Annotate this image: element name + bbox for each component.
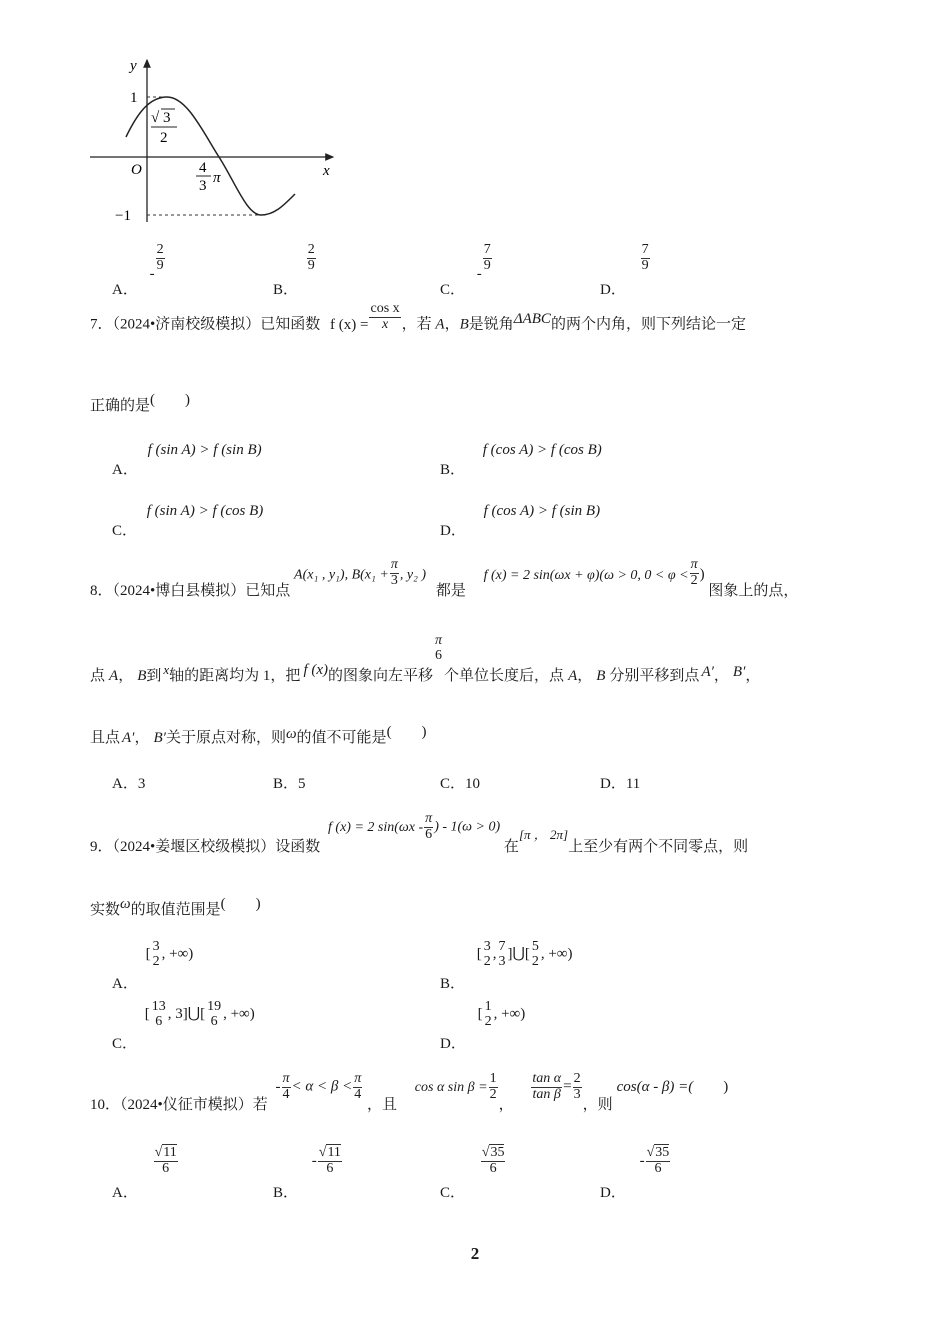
q6-option-b[interactable]: B． $\frac{2}{9}$ <box>273 242 315 298</box>
q10-option-c[interactable]: C． $\frac{√35}{6}$ <box>440 1145 505 1201</box>
q8-option-d[interactable]: D．11 <box>600 776 641 792</box>
y-neg-one-label: −1 <box>115 208 131 224</box>
q7-option-b[interactable]: B． f (cos A) > f (cos B) <box>440 442 602 478</box>
q9-option-a[interactable]: A． [ 3 2 , +∞) <box>112 939 194 993</box>
y-one-label: 1 <box>130 90 138 106</box>
origin-label: O <box>131 162 142 178</box>
q7-stem-line2: 正确的是( ) <box>90 392 191 414</box>
q7-option-d[interactable]: D． f (cos A) > f (sin B) <box>440 503 601 539</box>
q9-stem: 9．（2024•姜堰区校级模拟）设函数 f (x) = 2 sin(ωx - $\frac{\pi}{6}$ ) - 1(ω > 0) 在[π ， 2π]上至少有两个不同零点，则 <box>90 811 749 855</box>
q8-option-c[interactable]: C．10 <box>440 776 481 792</box>
q8-stem-line3: 且点 A′， B′关于原点对称，则ω的值不可能是( ) <box>90 724 427 746</box>
q10-stem: 10．（2024•仪征市模拟）若 - $\frac{\pi}{4}$ < α < β < $\frac{\pi}{4}$ ，且 cos α sin β = $\frac{1}{2}$ ， $\frac{\text{tan α}}{\text{tan β}}$ = $\frac{2}{3}$ ，则cos(α - β) =( ) <box>90 1071 729 1113</box>
sqrt3-den: 2 <box>160 130 168 146</box>
x-mark-num: 4 <box>199 160 207 176</box>
q9-option-d[interactable]: D． [ 1 2 , +∞) <box>440 999 526 1053</box>
q8-option-b[interactable]: B．5 <box>273 776 306 792</box>
page-number: 2 <box>470 1244 480 1263</box>
svg-text:√: √ <box>151 110 160 126</box>
q8-stem-line2: 点 A， B到 x轴的距离均为 1，把 f (x)的图象向左平移 π 6 个单位长度后，点 A， B 分别平移到点 A′， B′， <box>90 633 761 685</box>
sine-graph <box>85 52 345 232</box>
q9-option-b[interactable]: B． [ 3 2 , 7 3 ]⋃[ 5 2 , +∞) <box>440 939 573 993</box>
q6-option-c[interactable]: C． - $\frac{7}{9}$ <box>440 242 491 298</box>
q8-stem: 8．（2024•博白县模拟）已知点 A(x₁ , y₁), B(x₁ + $\frac{\pi}{3}$ , y₂ ) 都是 f (x) = 2 sin(ωx + φ)(ω > 0, 0 < φ < $\frac{\pi}{2}$ ) 图象上的点， <box>90 557 799 599</box>
q7-option-c[interactable]: C． f (sin A) > f (cos B) <box>112 503 264 539</box>
q7-stem: 7．（2024•济南校级模拟）已知函数 f (x) = $\frac{\text{cos x}}{x}$ ，若 A，B是锐角ΔABC的两个内角，则下列结论一定 <box>90 301 746 333</box>
x-mark-pi: π <box>213 170 221 186</box>
sqrt3-num: 3 <box>163 110 171 126</box>
q9-option-c[interactable]: C． [ 13 6 , 3]⋃[ 19 6 , +∞) <box>112 999 255 1053</box>
q10-option-a[interactable]: A． $\frac{√11}{6}$ <box>112 1145 177 1201</box>
q10-option-d[interactable]: D． - $\frac{√35}{6}$ <box>600 1145 670 1201</box>
q9-stem-line2: 实数ω的取值范围是( ) <box>90 896 261 918</box>
x-mark-den: 3 <box>199 178 207 194</box>
y-axis-label: y <box>130 58 137 74</box>
q6-option-d[interactable]: D． $\frac{7}{9}$ <box>600 242 649 298</box>
q7-option-a[interactable]: A． f (sin A) > f (sin B) <box>112 442 262 478</box>
x-axis-label: x <box>323 163 330 179</box>
q6-option-a[interactable]: A． - $\frac{2}{9}$ <box>112 242 164 298</box>
q8-option-a[interactable]: A．3 <box>112 776 146 792</box>
q10-option-b[interactable]: B． - $\frac{√11}{6}$ <box>273 1145 341 1201</box>
